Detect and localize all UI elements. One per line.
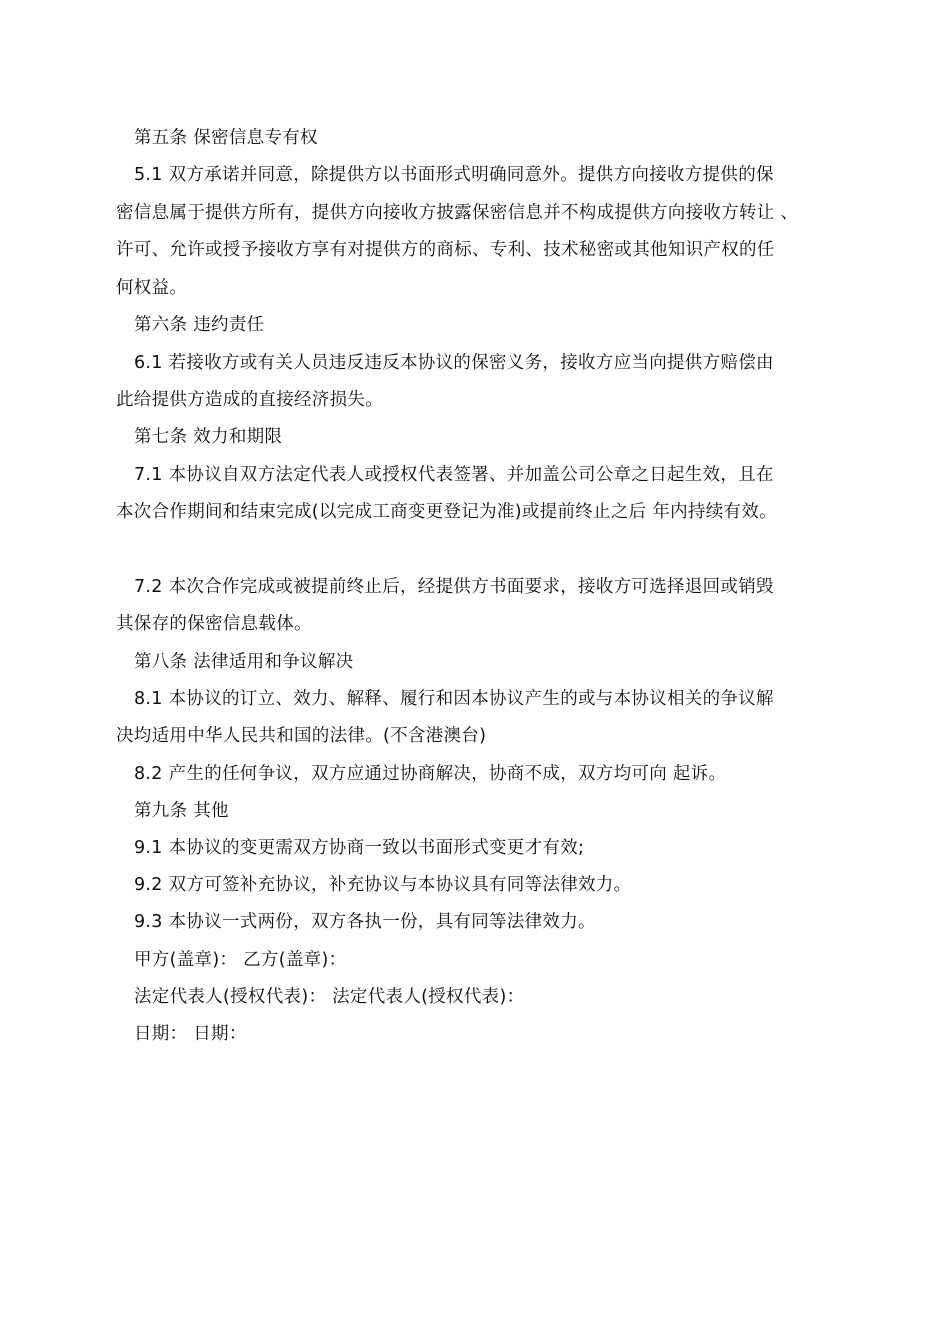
- clause-5-1-line-3: 许可、允许或授予接收方享有对提供方的商标、专利、技术秘密或其他知识产权的任: [116, 240, 775, 260]
- clause-6-1-line-2: 此给提供方造成的直接经济损失。: [116, 390, 383, 410]
- clause-7-2-line-2: 其保存的保密信息载体。: [116, 614, 312, 634]
- signature-representatives: 法定代表人(授权代表)： 法定代表人(授权代表)：: [134, 987, 525, 1007]
- signature-party-seals: 甲方(盖章)： 乙方(盖章)：: [134, 950, 347, 970]
- clause-7-2-line-1: 7.2 本次合作完成或被提前终止后，经提供方书面要求，接收方可选择退回或销毁: [134, 577, 774, 597]
- signature-dates: 日期： 日期：: [134, 1024, 247, 1044]
- article-6-heading: 第六条 违约责任: [134, 315, 265, 335]
- clause-9-2: 9.2 双方可签补充协议，补充协议与本协议具有同等法律效力。: [134, 875, 632, 895]
- article-8-heading: 第八条 法律适用和争议解决: [134, 652, 354, 672]
- article-5-heading: 第五条 保密信息专有权: [134, 128, 318, 148]
- clause-8-1-line-2: 决均适用中华人民共和国的法律。(不含港澳台): [116, 726, 487, 746]
- clause-6-1-line-1: 6.1 若接收方或有关人员违反违反本协议的保密义务，接收方应当向提供方赔偿由: [134, 353, 774, 373]
- clause-5-1-line-4: 何权益。: [116, 278, 188, 298]
- clause-7-1-line-2: 本次合作期间和结束完成(以完成工商变更登记为准)或提前终止之后 年内持续有效。: [116, 502, 777, 522]
- clause-8-2: 8.2 产生的任何争议，双方应通过协商解决，协商不成，双方均可向 起诉。: [134, 764, 727, 784]
- clause-9-3: 9.3 本协议一式两份，双方各执一份，具有同等法律效力。: [134, 912, 596, 932]
- clause-7-1-line-1: 7.1 本协议自双方法定代表人或授权代表签署、并加盖公司公章之日起生效，且在: [134, 465, 774, 485]
- clause-5-1-line-2: 密信息属于提供方所有，提供方向接收方披露保密信息并不构成提供方向接收方转让 、: [116, 203, 799, 223]
- clause-8-1-line-1: 8.1 本协议的订立、效力、解释、履行和因本协议产生的或与本协议相关的争议解: [134, 689, 774, 709]
- clause-9-1: 9.1 本协议的变更需双方协商一致以书面形式变更才有效;: [134, 838, 585, 858]
- article-9-heading: 第九条 其他: [134, 801, 229, 821]
- article-7-heading: 第七条 效力和期限: [134, 427, 283, 447]
- clause-5-1-line-1: 5.1 双方承诺并同意，除提供方以书面形式明确同意外。提供方向接收方提供的保: [134, 165, 774, 185]
